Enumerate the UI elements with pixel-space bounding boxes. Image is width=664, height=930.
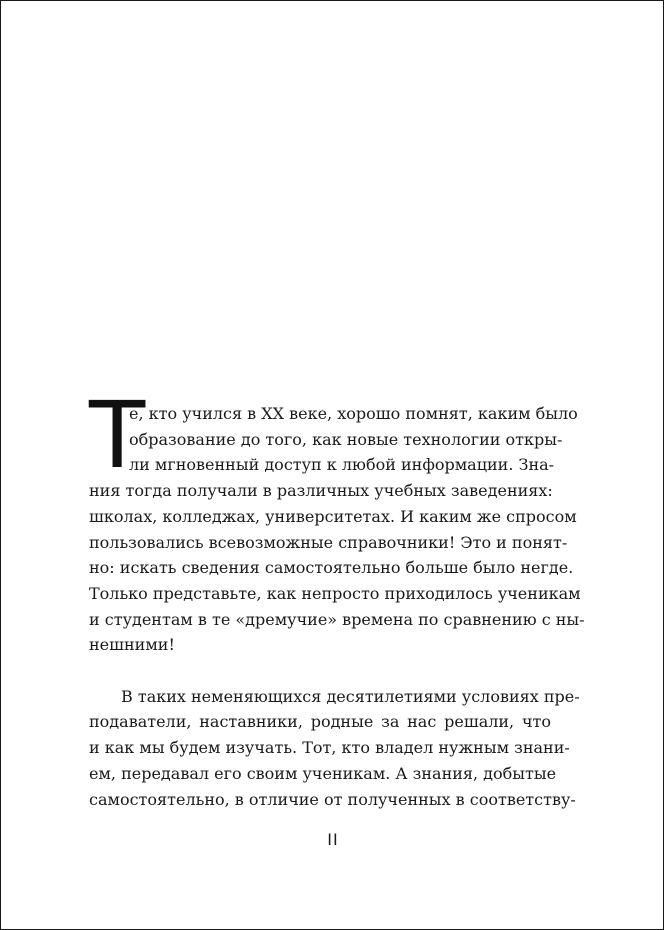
text-line: и студентам в те «дремучие» времена по сравнению с ны- [89, 609, 585, 629]
page-number: II [327, 830, 339, 849]
text-line: самостоятельно, в отличие от полученных в соответству- [89, 789, 576, 809]
paragraph-2 [89, 684, 580, 813]
text-line: школах, колледжах, университетах. И каким же спросом [89, 506, 577, 526]
text-line: В таких неменяющихся десятилетиями условиях пре- [121, 686, 580, 706]
text-line: ем, передавал его своим ученикам. А знания, добытые [89, 763, 557, 783]
text-line: ли мгновенный доступ к любой информации. Зна- [129, 455, 555, 475]
text-line: подаватели, наставники, родные за нас решали, что [89, 712, 551, 732]
text-line: пользовались всевозможные справочники! Это и понят- [89, 532, 568, 552]
body-text [89, 382, 585, 812]
drop-cap: Т [89, 382, 146, 489]
text-line: ния тогда получали в различных учебных заведениях: [89, 481, 553, 501]
paragraph-gap [89, 658, 551, 684]
text-line: образование до того, как новые технологии откры- [129, 429, 563, 449]
text-line: и как мы будем изучать. Тот, кто владел нужным знани- [89, 738, 570, 758]
paragraph-1 [89, 382, 585, 658]
text-line: нешними! [89, 635, 175, 655]
text-line: но: искать сведения самостоятельно больше было негде. [89, 558, 574, 578]
text-line: е, кто учился в XX веке, хорошо помнят, каким было [129, 404, 578, 423]
text-line: Только представьте, как непросто приходилось ученикам [89, 583, 581, 603]
